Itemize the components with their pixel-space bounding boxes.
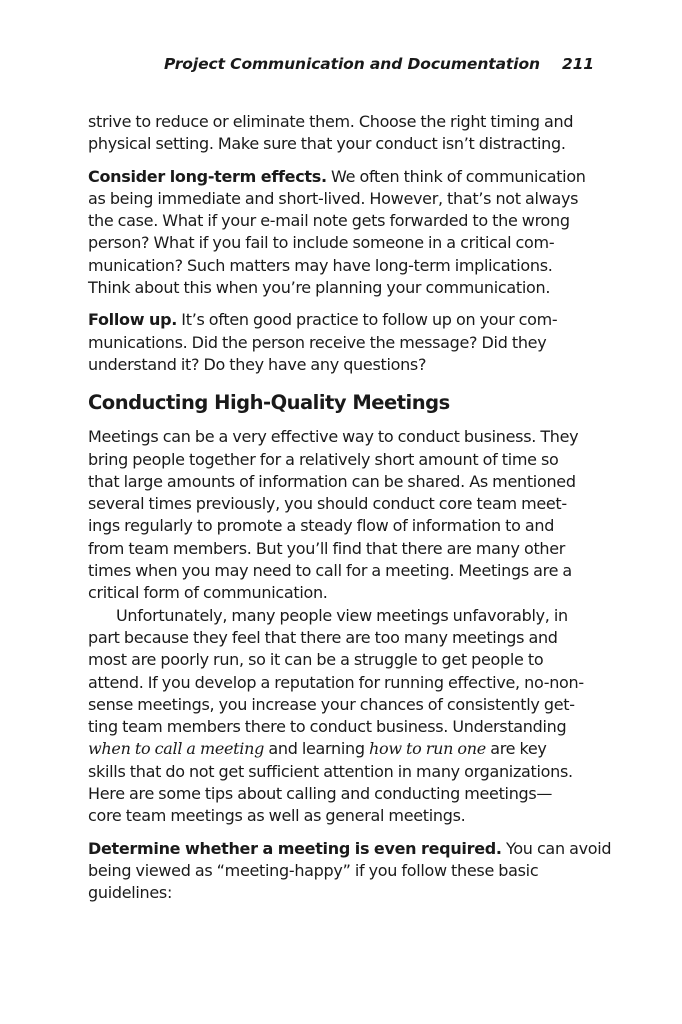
text-run: We often think of communication — [326, 166, 586, 186]
text-line: from team members. But you’ll find that there are many other — [88, 538, 566, 558]
paragraph-meetings — [88, 426, 600, 604]
text-line: that large amounts of information can be shared. As mentioned — [88, 471, 576, 491]
text-line: strive to reduce or eliminate them. Choose the right timing and — [88, 112, 574, 131]
text-line: critical form of communication. — [88, 583, 328, 603]
run-in-heading: Follow up. — [88, 310, 178, 330]
text-line: munications. Did the person receive the message? Did they — [88, 332, 547, 352]
emphasis-text: how to run one — [369, 739, 486, 759]
text-line: being viewed as “meeting-happy” if you follow these basic — [88, 860, 539, 880]
text-run: are key — [485, 739, 547, 759]
text-run: It’s often good practice to follow up on your com- — [177, 310, 558, 330]
text-line: as being immediate and short-lived. However, that’s not always — [88, 188, 579, 208]
text-line: Meetings can be a very effective way to conduct business. They — [88, 427, 579, 447]
text-line: person? What if you fail to include someone in a critical com- — [88, 233, 555, 253]
text-line: bring people together for a relatively short amount of time so — [88, 449, 559, 469]
text-line: most are poorly run, so it can be a struggle to get people to — [88, 650, 544, 670]
text-line: part because they feel that there are too many meetings and — [88, 627, 558, 647]
paragraph-follow-up — [88, 309, 600, 376]
paragraph-determine — [88, 838, 612, 905]
paragraph-gap — [88, 828, 600, 838]
text-line: ting team members there to conduct business. Understanding — [88, 717, 567, 737]
text-line — [88, 838, 612, 860]
text-line: times when you may need to call for a meeting. Meetings are a — [88, 561, 572, 581]
text-line — [88, 166, 600, 188]
text-line: ings regularly to promote a steady flow of information to and — [88, 516, 555, 536]
paragraph-gap — [88, 156, 600, 166]
text-line: munication? Such matters may have long-term implications. — [88, 255, 553, 275]
text-line — [88, 309, 600, 331]
running-title: Project Communication and Documentation — [163, 55, 540, 73]
text-line: core team meetings as well as general meetings. — [88, 806, 466, 826]
text-line: several times previously, you should conduct core team meet- — [88, 494, 567, 514]
body-text — [88, 111, 612, 905]
text-line: sense meetings, you increase your chances of consistently get- — [88, 694, 575, 714]
text-line: physical setting. Make sure that your conduct isn’t distracting. — [88, 134, 566, 154]
running-head — [88, 53, 594, 75]
text-line: understand it? Do they have any questions? — [88, 354, 427, 374]
page-number: 211 — [561, 55, 594, 73]
text-line: the case. What if your e-mail note gets forwarded to the wrong — [88, 211, 570, 231]
text-line: guidelines: — [88, 883, 173, 903]
paragraph-unfortunately — [88, 605, 600, 828]
run-in-heading: Consider long-term effects. — [88, 166, 327, 186]
run-in-heading: Determine whether a meeting is even required. — [88, 838, 502, 858]
paragraph-intro — [88, 111, 600, 156]
text-run: You can avoid — [501, 838, 612, 858]
section-heading: Conducting High-Quality Meetings — [88, 391, 450, 415]
text-line — [88, 738, 600, 760]
text-line: skills that do not get sufficient attention in many organizations. — [88, 761, 573, 781]
text-line: Here are some tips about calling and conducting meetings— — [88, 784, 553, 804]
text-line: attend. If you develop a reputation for running effective, no-non- — [88, 672, 584, 692]
paragraph-gap — [88, 299, 600, 309]
text-line: Think about this when you’re planning your communication. — [88, 278, 551, 298]
text-line: Unfortunately, many people view meetings unfavorably, in — [116, 605, 568, 625]
emphasis-text: when to call a meeting — [88, 739, 265, 759]
text-run: and learning — [264, 739, 369, 759]
paragraph-long-term-effects — [88, 166, 600, 300]
